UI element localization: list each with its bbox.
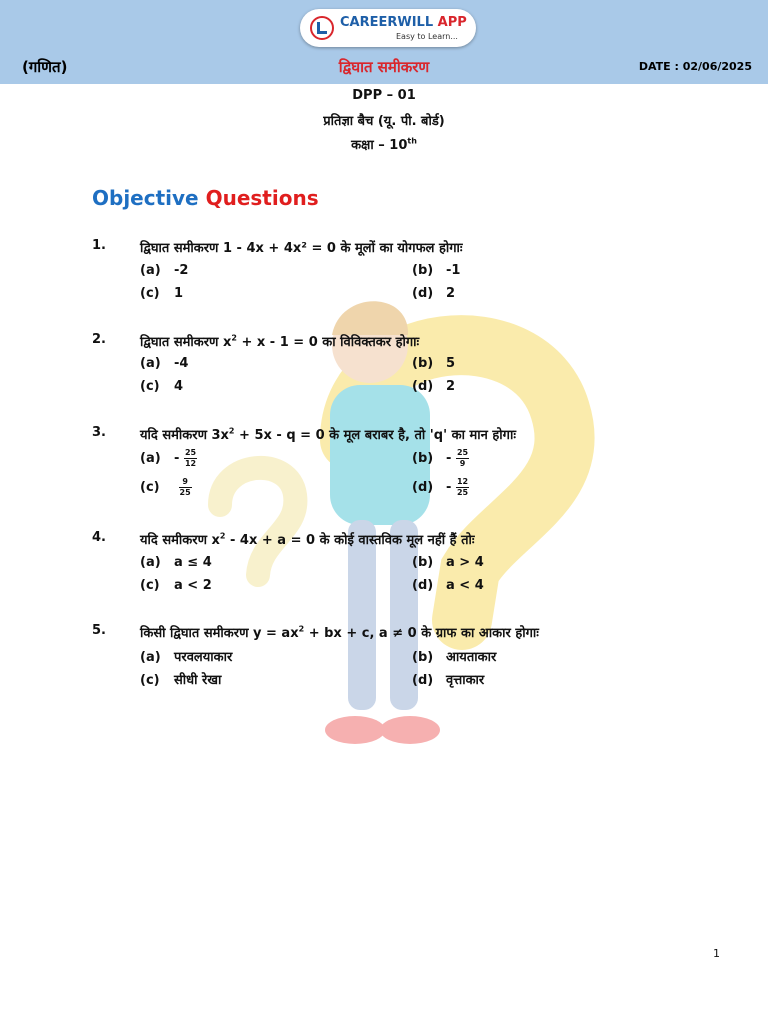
option-value: a ≤ 4: [174, 555, 212, 570]
option-label: (d): [412, 379, 434, 394]
option-label: (d): [412, 578, 434, 593]
section-title-objective: Objective: [92, 186, 199, 210]
q3-option-a: [140, 448, 197, 469]
question-text-post: - 4x + a = 0 के कोई वास्तविक मूल नहीं हैं तोः: [225, 533, 475, 548]
option-label: (b): [412, 356, 434, 371]
q5-option-c: [140, 670, 221, 688]
page-number: 1: [713, 947, 720, 960]
q3-option-d: [412, 477, 469, 498]
question-number: 3.: [92, 425, 106, 440]
option-value: -2: [174, 263, 189, 278]
option-value: परवलयाकार: [174, 650, 233, 665]
question-text-sup: 2: [298, 624, 305, 634]
fraction: [179, 477, 192, 498]
q2-option-b: [412, 356, 455, 371]
option-label: (c): [140, 379, 160, 394]
fraction-numerator: 25: [184, 448, 197, 457]
option-value: -4: [174, 356, 189, 371]
boy-hair: [332, 301, 408, 335]
option-label: (b): [412, 650, 434, 665]
fraction-denominator: 25: [179, 488, 191, 497]
option-label: (c): [140, 673, 160, 688]
question-text-pre: द्विघात समीकरण x: [140, 335, 232, 350]
q4-option-b: [412, 555, 484, 570]
dpp-label: DPP – 01: [352, 88, 416, 103]
option-label: (a): [140, 650, 161, 665]
fraction-numerator: 25: [456, 448, 469, 457]
option-value: a > 4: [446, 555, 484, 570]
question-number: 1.: [92, 238, 106, 253]
thinking-boy-illustration: [200, 290, 620, 760]
date-label: DATE : 02/06/2025: [638, 60, 752, 73]
q3-option-b: [412, 448, 469, 469]
question-text-sup: 2: [231, 333, 237, 343]
batch-label: प्रतिज्ञा बैच (यू. पी. बोर्ड): [323, 114, 445, 129]
option-value: आयताकार: [446, 650, 497, 665]
q1-option-c: [140, 286, 183, 301]
q4-option-c: [140, 578, 212, 593]
question-text: [140, 332, 419, 350]
option-label: (a): [140, 555, 161, 570]
q3-option-c: [140, 477, 192, 498]
option-value: a < 2: [174, 578, 212, 593]
q5-option-d: [412, 670, 484, 688]
section-title: [92, 186, 319, 210]
question-text-pre: यदि समीकरण 3x: [140, 428, 229, 443]
option-label: (b): [412, 263, 434, 278]
question-text: द्विघात समीकरण 1 - 4x + 4x² = 0 के मूलों का योगफल होगाः: [140, 241, 463, 256]
small-question-mark-shape: [220, 468, 295, 575]
q4-option-a: [140, 555, 212, 570]
fraction: [456, 448, 469, 469]
option-label: (a): [140, 356, 161, 371]
option-value: 1: [174, 286, 184, 301]
fraction: [456, 477, 469, 498]
option-label: (c): [140, 480, 160, 495]
careerwill-logo: [300, 9, 476, 47]
option-value: 2: [446, 379, 456, 394]
fraction-denominator: 12: [184, 459, 197, 468]
question-text-sup: 2: [219, 531, 226, 541]
option-value: -1: [446, 263, 461, 278]
logo-tagline: Easy to Learn...: [396, 32, 458, 41]
fraction-sign: -: [446, 480, 452, 495]
option-label: (d): [412, 286, 434, 301]
q5-option-a: [140, 647, 232, 665]
q1-option-d: [412, 286, 455, 301]
class-sup: th: [407, 136, 417, 146]
option-value: 2: [446, 286, 456, 301]
option-label: (c): [140, 578, 160, 593]
option-label: (a): [140, 451, 161, 466]
option-value: 4: [174, 379, 184, 394]
question-number: 2.: [92, 332, 106, 347]
logo-name: [340, 15, 467, 30]
fraction-denominator: 9: [459, 459, 466, 468]
option-value: वृत्ताकार: [446, 673, 485, 688]
q1-option-b: [412, 263, 460, 278]
question-text-post: + x - 1 = 0 का विविक्तकर होगाः: [236, 335, 420, 350]
boy-left-shoe: [325, 716, 385, 744]
subject-label: (गणित): [22, 58, 68, 76]
boy-right-shoe: [380, 716, 440, 744]
question-text-post: + bx + c, a ≠ 0 के ग्राफ का आकार होगाः: [304, 626, 539, 641]
option-label: (b): [412, 451, 434, 466]
question-text-pre: यदि समीकरण x: [140, 533, 220, 548]
topic-title: द्विघात समीकरण: [338, 58, 430, 76]
question-text-pre: किसी द्विघात समीकरण y = ax: [140, 626, 299, 641]
question-text-sup: 2: [228, 426, 235, 436]
fraction-denominator: 25: [456, 488, 469, 497]
option-label: (c): [140, 286, 160, 301]
fraction-numerator: 9: [179, 477, 192, 488]
question-text: [140, 530, 474, 548]
option-label: (a): [140, 263, 161, 278]
q2-option-a: [140, 356, 188, 371]
option-value: 5: [446, 356, 456, 371]
q2-option-d: [412, 379, 455, 394]
fraction-sign: -: [174, 451, 180, 466]
option-value: सीधी रेखा: [174, 673, 222, 688]
q5-option-b: [412, 647, 496, 665]
q2-option-c: [140, 379, 183, 394]
class-text: कक्षा – 10: [351, 138, 408, 153]
option-label: (b): [412, 555, 434, 570]
q1-option-a: [140, 263, 188, 278]
question-text-post: + 5x - q = 0 के मूल बराबर है, तो 'q' का मान होगाः: [234, 428, 516, 443]
fraction-numerator: 12: [456, 477, 469, 486]
boy-left-leg: [348, 520, 376, 710]
careerwill-logo-mark-icon: [310, 16, 334, 40]
question-number: 4.: [92, 530, 106, 545]
question-number: 5.: [92, 623, 106, 638]
logo-name-app: APP: [437, 15, 467, 30]
fraction: [184, 448, 197, 469]
q4-option-d: [412, 578, 484, 593]
option-label: (d): [412, 480, 434, 495]
fraction-sign: -: [446, 451, 452, 466]
question-text: [140, 623, 539, 641]
question-text: [140, 425, 516, 443]
option-label: (d): [412, 673, 434, 688]
logo-name-main: CAREERWILL: [340, 15, 434, 30]
option-value: a < 4: [446, 578, 484, 593]
class-label: [0, 135, 768, 153]
section-title-questions: Questions: [205, 186, 319, 210]
